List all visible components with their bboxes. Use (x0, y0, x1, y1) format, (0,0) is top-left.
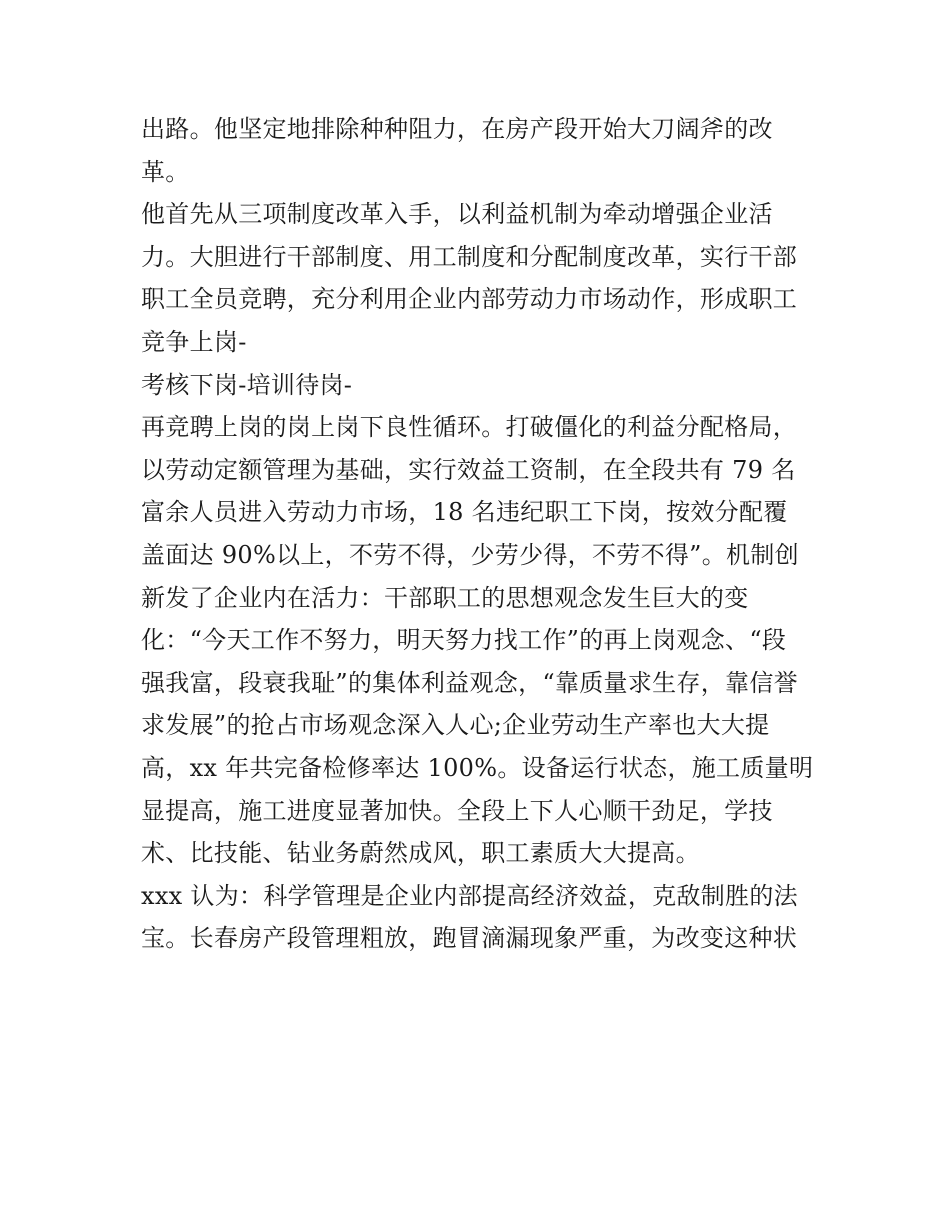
text-line: 职工全员竞聘，充分利用企业内部劳动力市场动作，形成职工 (141, 285, 798, 314)
text-line: 化：“今天工作不努力，明天努力找工作”的再上岗观念、“段 (141, 626, 787, 655)
text-line: 盖面达 90%以上，不劳不得，少劳少得，不劳不得”。机制创 (141, 540, 799, 569)
text-line: 力。大胆进行干部制度、用工制度和分配制度改革，实行干部 (141, 242, 798, 271)
text-line: xxx 认为：科学管理是企业内部提高经济效益，克敌制胜的法 (141, 881, 798, 910)
text-line: 宝。长春房产段管理粗放，跑冒滴漏现象严重，为改变这种状 (141, 924, 798, 953)
document-body (141, 108, 821, 960)
text-line: 竞争上岗- (141, 327, 247, 356)
text-line: 高，xx 年共完备检修率达 100%。设备运行状态，施工质量明 (141, 753, 814, 782)
text-line: 考核下岗-培训待岗- (141, 370, 353, 399)
text-line: 新发了企业内在活力：干部职工的思想观念发生巨大的变 (141, 583, 749, 612)
text-line: 富余人员进入劳动力市场，18 名违纪职工下岗，按效分配覆 (141, 498, 788, 527)
text-line: 强我富，段衰我耻”的集体利益观念，“靠质量求生存，靠信誉 (141, 668, 798, 697)
text-line: 显提高，施工进度显著加快。全段上下人心顺干劲足，学技 (141, 796, 773, 825)
text-line: 求发展”的抢占市场观念深入人心;企业劳动生产率也大大提 (141, 711, 770, 740)
text-line: 出路。他坚定地排除种种阻力，在房产段开始大刀阔斧的改 (141, 115, 773, 143)
text-line: 革。 (141, 157, 190, 186)
text-line: 他首先从三项制度改革入手，以利益机制为牵动增强企业活 (141, 200, 773, 229)
text-line: 术、比技能、钻业务蔚然成风，职工素质大大提高。 (141, 839, 700, 868)
text-line: 以劳动定额管理为基础，实行效益工资制，在全段共有 79 名 (141, 455, 796, 484)
text-line: 再竞聘上岗的岗上岗下良性循环。打破僵化的利益分配格局， (141, 413, 798, 442)
